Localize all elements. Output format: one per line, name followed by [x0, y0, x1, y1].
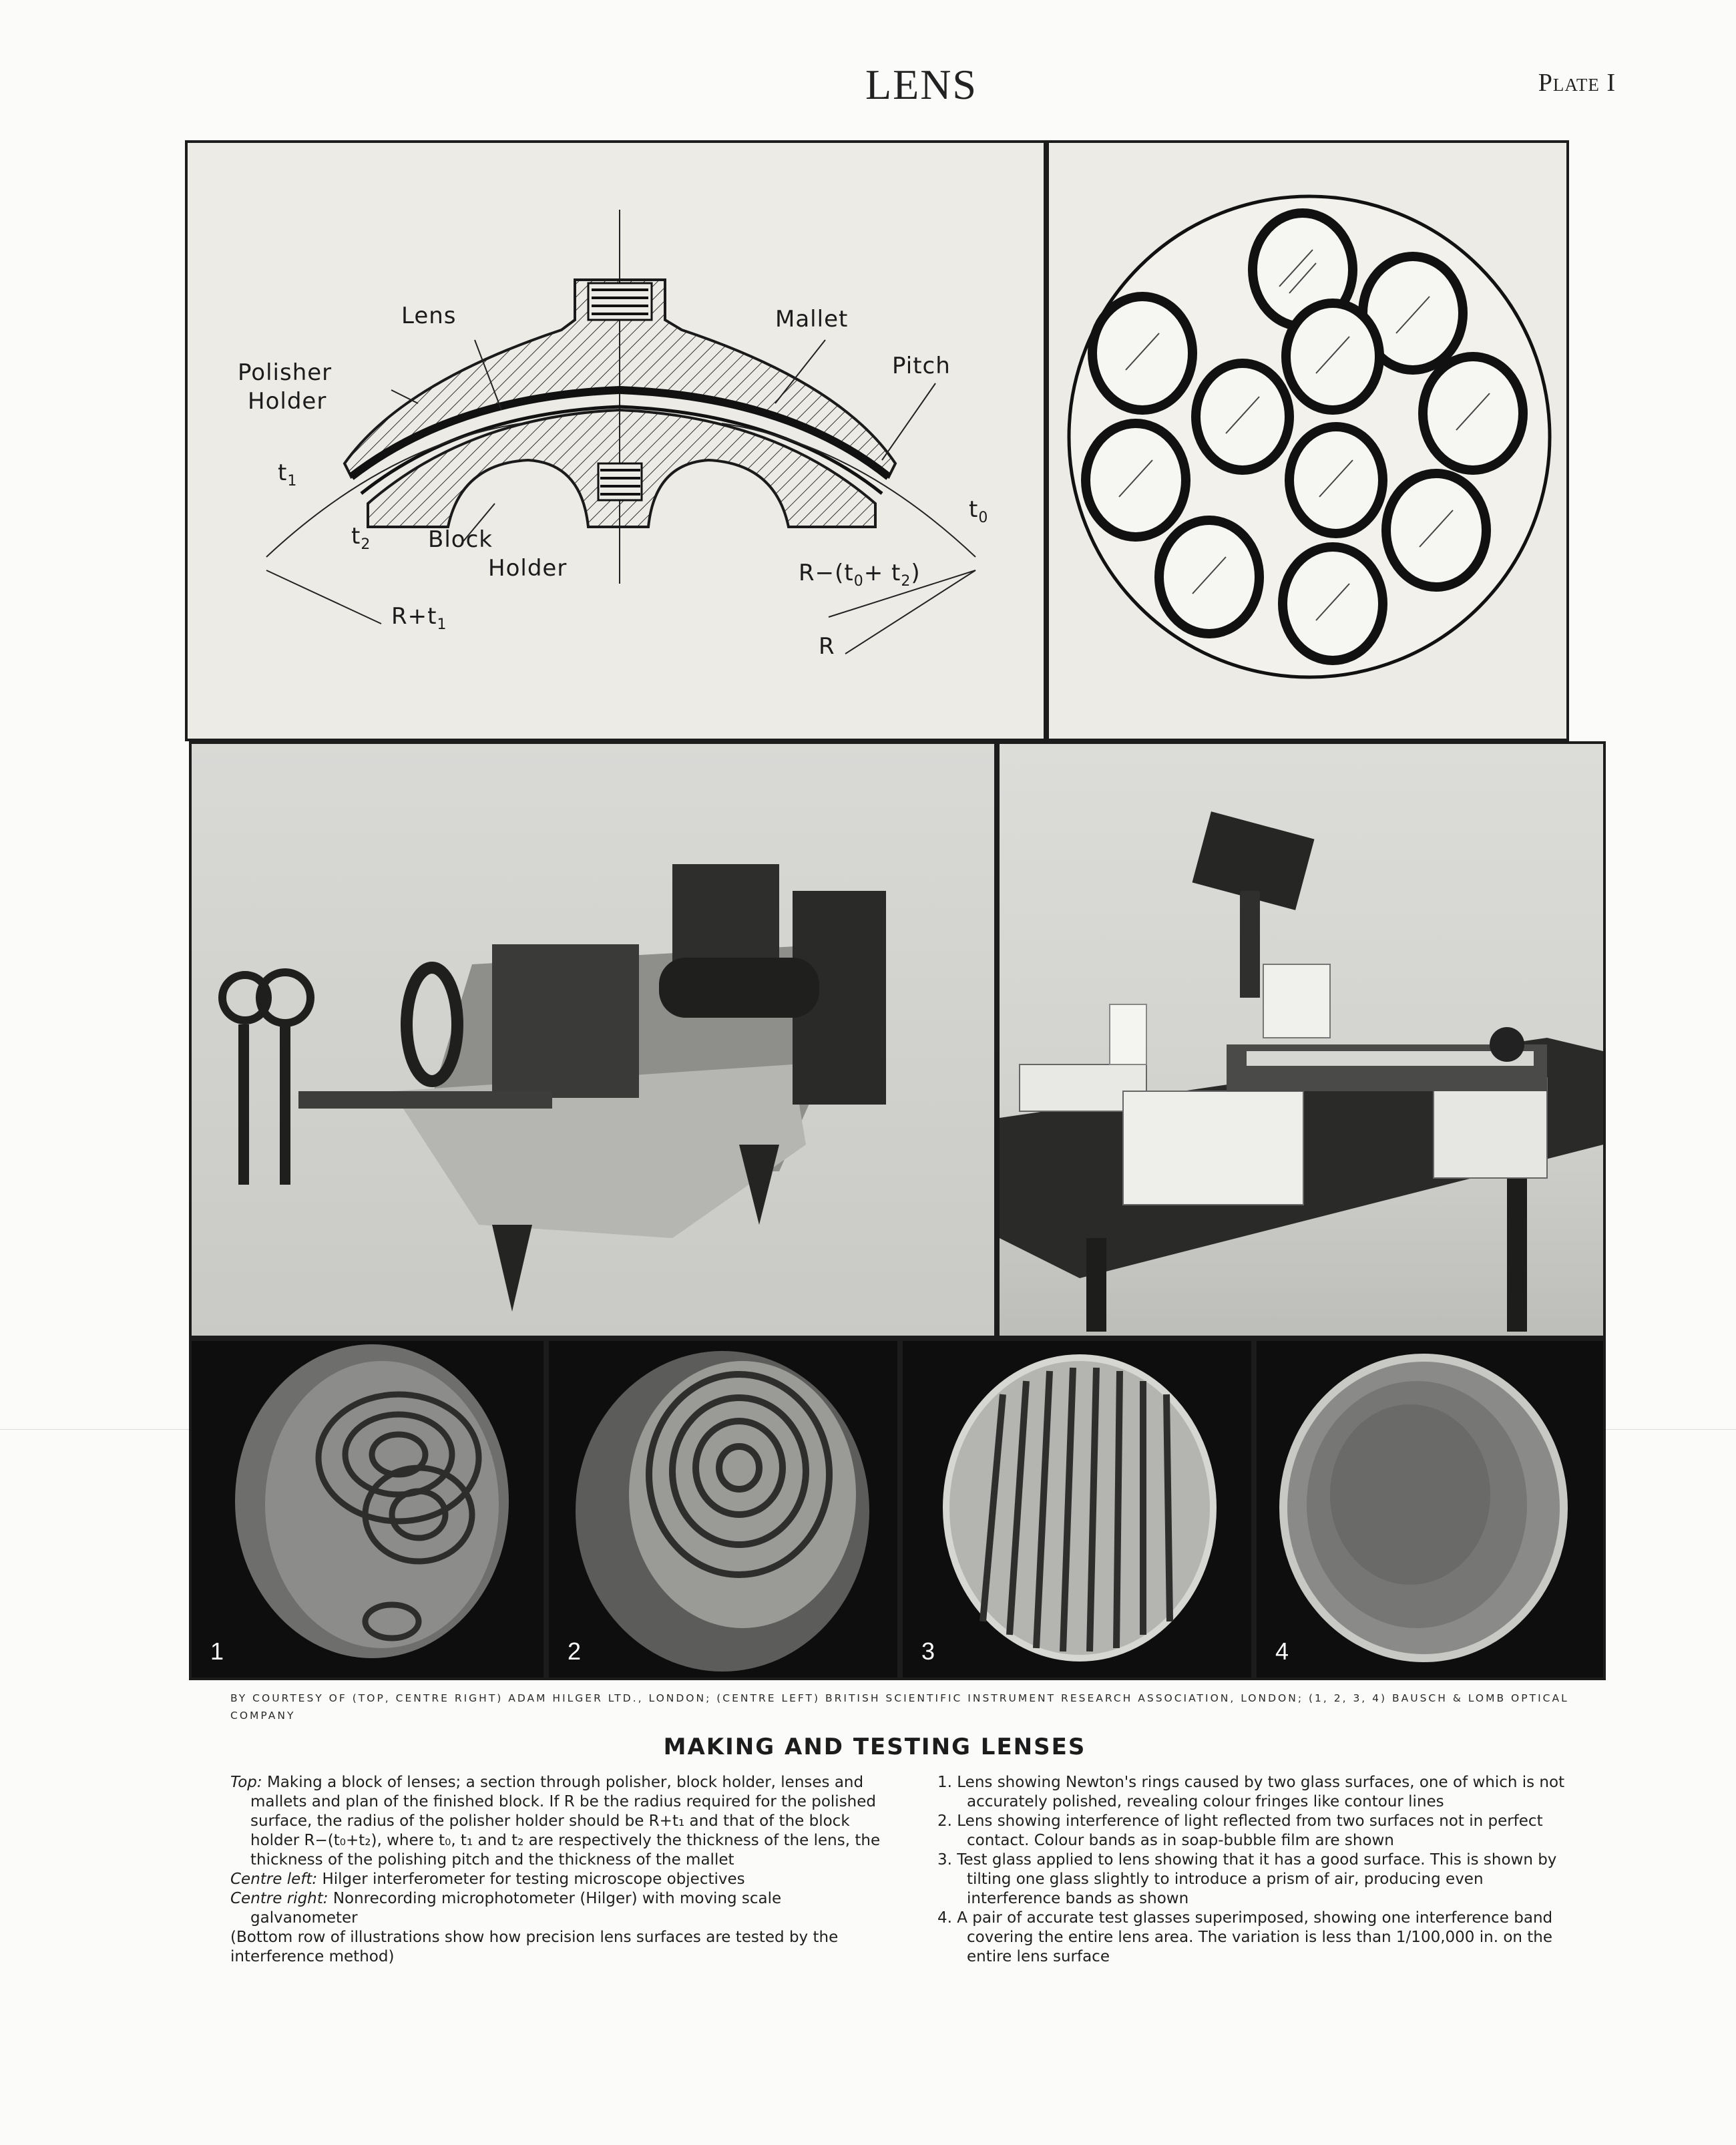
interferometer-photo [189, 741, 997, 1338]
lens-fringes-3 [903, 1341, 1251, 1678]
label-t1: $t_1$ [278, 459, 298, 490]
photo-number-1: 1 [210, 1637, 224, 1665]
lens-plan [1159, 520, 1259, 634]
label-holder-top: Holder [248, 388, 327, 415]
interference-photo-2 [546, 1338, 900, 1680]
photo-number-4: 4 [1275, 1637, 1289, 1665]
lens-plan [1092, 297, 1192, 410]
lens-plan [1196, 363, 1289, 470]
photo-number-3: 3 [921, 1637, 935, 1665]
polisher-section-diagram [185, 140, 1046, 741]
caption-centre-right: Centre right: Nonrecording microphotometer (Hilger) with moving scale galvanometer [230, 1890, 782, 1927]
label-r: R [819, 633, 835, 660]
caption-item-1: 1. Lens showing Newton's rings caused by two glass surfaces, one of which is not accurately polished, revealing colour fringes like contour lines [937, 1774, 1565, 1810]
microphotometer-photo [997, 741, 1606, 1338]
caption-item-4: 4. A pair of accurate test glasses superimposed, showing one interference band covering the entire lens area. The variation is less than 1/100,000 in. on the entire lens surface [937, 1909, 1553, 1965]
caption-centre-left: Centre left: Hilger interferometer for testing microscope objectives [230, 1871, 745, 1888]
section-drawing [188, 143, 1044, 739]
photo-number-2: 2 [568, 1637, 582, 1665]
interference-photo-1 [189, 1338, 546, 1680]
lens-plan [1423, 357, 1523, 470]
block-plan-diagram [1046, 140, 1569, 741]
lens-plan [1289, 427, 1383, 534]
photo-credit: BY COURTESY OF (TOP, CENTRE RIGHT) ADAM HILGER LTD., LONDON; (CENTRE LEFT) BRITISH SCIENTIFIC INSTRUMENT RESEARCH ASSOCIATION, LONDON; (1, 2, 3, 4) BAUSCH & LOMB OPTICAL COMPANY [230, 1692, 1569, 1722]
label-r-minus: $R-(t_0+ t_2)$ [799, 560, 921, 590]
lens-plan [1286, 303, 1379, 410]
lens-plan [1086, 423, 1186, 537]
lens-fringes-4 [1257, 1341, 1603, 1678]
plate-number: Plate I [1538, 69, 1616, 97]
interference-photo-3 [900, 1338, 1254, 1680]
label-t0: $t_0$ [969, 496, 989, 526]
label-mallet: Mallet [775, 306, 849, 333]
lens-fringes-2 [549, 1341, 897, 1678]
microphotometer-illustration [1000, 744, 1603, 1336]
label-pitch: Pitch [892, 353, 951, 379]
lens-fringes-1 [192, 1341, 544, 1678]
page-title: LENS [865, 61, 978, 108]
label-lens: Lens [401, 303, 457, 329]
label-holder-bottom: Holder [488, 555, 568, 582]
label-t2: $t_2$ [351, 523, 371, 553]
lens-plan [1283, 547, 1383, 660]
caption-heading: MAKING AND TESTING LENSES [663, 1734, 1086, 1760]
label-block: Block [428, 526, 493, 553]
block-plan-drawing [1049, 143, 1566, 739]
left-caption [230, 1773, 885, 1967]
caption-bottom-row: (Bottom row of illustrations show how precision lens surfaces are tested by the interference method) [230, 1929, 839, 1965]
interference-photo-4 [1254, 1338, 1606, 1680]
caption-top: Top: Making a block of lenses; a section through polisher, block holder, lenses and mallets and plan of the finished block. If R be the radius required for the polished surface, the radius of the polisher holder should be R+t₁ and that of the block holder R−(t₀+t₂), where t₀, t₁ and t₂ are respectively the thickness of the lens, the thickness of the polishing pitch and the thickness of the mallet [230, 1774, 881, 1869]
label-r-plus-t1: $R+t_1$ [391, 603, 447, 633]
label-polisher: Polisher [238, 359, 333, 386]
lens-plan [1386, 473, 1486, 587]
caption-item-2: 2. Lens showing interference of light reflected from two surfaces not in perfect contact. Colour bands as in soap-bubble film are shown [937, 1812, 1543, 1849]
interferometer-illustration [192, 744, 994, 1336]
caption-item-3: 3. Test glass applied to lens showing that it has a good surface. This is shown by tilting one glass slightly to introduce a prism of air, producing even interference bands as shown [937, 1851, 1557, 1907]
right-caption [915, 1773, 1569, 1967]
